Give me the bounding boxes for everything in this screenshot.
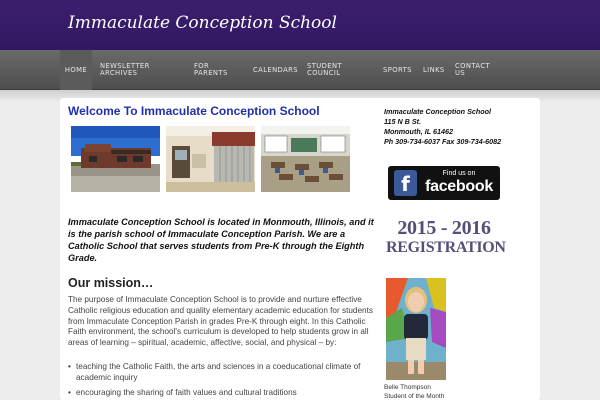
student-title: Student of the Month (384, 393, 445, 400)
school-exterior-photo (71, 126, 160, 192)
nav-sports[interactable] (383, 50, 415, 90)
mission-heading: Our mission… (68, 276, 154, 290)
registration-label: REGISTRATION (386, 239, 506, 256)
hallway-lockers-photo (166, 126, 255, 192)
nav-calendars[interactable] (253, 50, 299, 90)
nav-newsletter-label-2: ARCHIVES (100, 69, 138, 77)
facebook-badge-link[interactable] (388, 166, 500, 200)
nav-newsletter-label: NEWSLETTER (100, 62, 150, 70)
address-phone-fax: Ph 309-734-6037 Fax 309-734-6082 (384, 137, 502, 146)
nav-contact-label: CONTACT (455, 62, 491, 70)
nav-home-label: HOME (64, 65, 88, 74)
registration-year: 2015 - 2016 (397, 217, 491, 239)
student-name: Belle Thompson (384, 384, 431, 391)
nav-parents-label-2: PARENTS (194, 69, 228, 77)
intro-paragraph: Immaculate Conception School is located in Monmouth, Illinois, and it is the parish school of Immaculate Conception Parish. We are a Catholic School that serves students from Pre-K through the Eighth Grade. (68, 217, 374, 263)
list-item: • teaching the Catholic Faith, the arts and sciences in a coeducational climate of academic inquiry (68, 362, 374, 384)
nav-newsletter-archives[interactable] (100, 50, 160, 90)
registration-banner-link[interactable] (386, 217, 506, 257)
facebook-wordmark: facebook (425, 178, 493, 195)
student-caption (384, 383, 444, 400)
nav-links-label: LINKS (423, 65, 445, 74)
nav-student-council[interactable] (307, 50, 353, 90)
nav-contact-label-2: US (455, 69, 466, 77)
facebook-icon: f (394, 170, 417, 196)
nav-contact-us[interactable] (455, 50, 495, 90)
welcome-heading: Welcome To Immaculate Conception School (68, 104, 320, 118)
nav-parents-label: FOR (194, 62, 210, 70)
nav-links[interactable] (423, 50, 449, 90)
nav-home[interactable] (60, 50, 92, 90)
mission-paragraph: The purpose of Immaculate Conception School is to provide and nurture effective Catholic religious education and quality elementary academic education for students from Immaculate Conception Parish in grades Pre-K through eight. In this Catholic Faith environment, the school's curriculum is developed to help students grow in all areas of learning – spiritual, academic, affective, social, and physical – by: (68, 295, 373, 348)
main-nav (0, 50, 600, 90)
site-header (0, 0, 600, 50)
school-address (384, 107, 501, 147)
facebook-find-us-text: Find us on (442, 170, 476, 177)
classroom-photo (261, 126, 350, 192)
nav-for-parents[interactable] (194, 50, 240, 90)
site-title[interactable]: Immaculate Conception School (68, 13, 337, 33)
nav-calendars-label: CALENDARS (253, 65, 298, 74)
student-of-month-photo[interactable] (386, 278, 446, 380)
mission-bullet-list (68, 362, 374, 400)
address-school-name: Immaculate Conception School (384, 107, 492, 116)
list-item: • encouraging the sharing of faith values and cultural traditions (68, 388, 374, 399)
nav-sports-label: SPORTS (383, 65, 412, 74)
nav-council-label: STUDENT (307, 62, 343, 70)
nav-council-label-2: COUNCIL (307, 69, 341, 77)
address-city: Monmouth, IL 61462 (384, 127, 453, 136)
address-street: 115 N B St. (384, 117, 422, 126)
